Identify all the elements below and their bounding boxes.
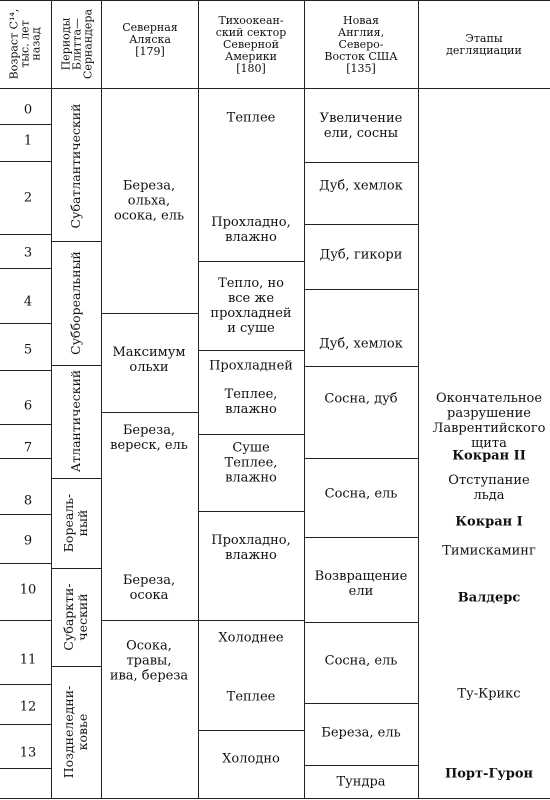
alaska-cell: Береза, вереск, ель <box>110 423 188 453</box>
period-boreal: Бореаль- ный <box>61 493 90 553</box>
newengland-cell: Увеличение ели, сосны <box>319 111 403 141</box>
pacific-cell: Прохладней <box>209 358 293 374</box>
newengland-divider <box>304 765 418 766</box>
newengland-cell: Сосна, дуб <box>324 391 398 407</box>
alaska-cell: Максимум ольхи <box>112 345 186 375</box>
table-bottom-border <box>0 798 550 799</box>
newengland-divider <box>304 622 418 623</box>
period-divider <box>51 478 101 479</box>
alaska-divider <box>101 620 198 621</box>
age-tick-line <box>0 768 51 769</box>
age-tick-label: 10 <box>19 582 37 598</box>
period-subboreal: Суббореальный <box>68 251 83 355</box>
pacific-divider <box>198 620 304 621</box>
newengland-cell: Тундра <box>336 774 386 790</box>
pacific-divider <box>198 511 304 512</box>
age-tick-label: 13 <box>19 745 37 761</box>
period-late-glacial: Позднеледни- ковье <box>61 685 90 779</box>
age-tick-line <box>0 424 51 425</box>
header-age: Возраст C¹⁴, тыс. лет назад <box>7 8 43 80</box>
age-tick-label: 0 <box>23 102 33 118</box>
age-tick-line <box>0 268 51 269</box>
stage-port-huron: Порт-Гурон <box>444 766 534 782</box>
pacific-cell: Теплее <box>226 110 276 126</box>
period-divider <box>51 241 101 242</box>
pacific-cell: Прохладно, влажно <box>211 533 291 563</box>
age-tick-line <box>0 161 51 162</box>
newengland-cell: Возвращение ели <box>314 569 408 599</box>
age-tick-line <box>0 234 51 235</box>
pacific-cell: Холодно <box>222 751 280 767</box>
age-tick-label: 12 <box>19 699 37 715</box>
stage-valders: Валдерс <box>457 590 521 606</box>
age-tick-line <box>0 514 51 515</box>
column-divider-pacific <box>304 0 305 798</box>
newengland-divider <box>304 224 418 225</box>
age-tick-label: 3 <box>23 245 33 261</box>
age-tick-label: 7 <box>23 440 33 456</box>
period-divider <box>51 568 101 569</box>
header-bottom-rule <box>0 88 550 89</box>
age-tick-label: 4 <box>23 294 33 310</box>
age-tick-label: 2 <box>23 190 33 206</box>
alaska-cell: Береза, ольха, осока, ель <box>113 178 185 224</box>
pacific-cell: Суше Теплее, влажно <box>224 440 278 486</box>
alaska-divider <box>101 313 198 314</box>
header-new-england: Новая Англия, Северо- Восток США [135] <box>324 14 398 75</box>
column-divider-periods <box>101 0 102 798</box>
newengland-cell: Дуб, гикори <box>319 247 403 263</box>
age-tick-line <box>0 458 51 459</box>
age-tick-line <box>0 370 51 371</box>
stage-cochrane-2: Кокран II <box>452 448 526 464</box>
period-subarctic: Субаркти- ческий <box>61 583 90 651</box>
stage-final-destruction: Окончательное разрушение Лаврентийского щита <box>432 391 546 451</box>
newengland-divider <box>304 703 418 704</box>
table-top-border <box>0 0 550 1</box>
period-subatlantic: Субатлантический <box>68 103 83 229</box>
age-tick-label: 1 <box>23 133 33 149</box>
pacific-cell: Тепло, но все же прохладней и суше <box>210 276 292 336</box>
newengland-divider <box>304 537 418 538</box>
stage-cochrane-1: Кокран I <box>455 514 523 530</box>
pacific-divider <box>198 350 304 351</box>
period-divider <box>51 365 101 366</box>
pacific-divider <box>198 434 304 435</box>
newengland-cell: Сосна, ель <box>324 486 398 502</box>
period-divider <box>51 666 101 667</box>
column-divider-alaska <box>198 0 199 798</box>
newengland-cell: Береза, ель <box>321 725 401 741</box>
period-atlantic: Атлантический <box>68 369 83 473</box>
alaska-divider <box>101 412 198 413</box>
newengland-cell: Дуб, хемлок <box>319 178 403 194</box>
age-tick-line <box>0 724 51 725</box>
age-tick-line <box>0 620 51 621</box>
newengland-divider <box>304 162 418 163</box>
stage-timiskaming: Тимискаминг <box>442 543 536 559</box>
column-divider-newengland <box>418 0 419 798</box>
pacific-cell: Прохладно, влажно <box>211 215 291 245</box>
newengland-divider <box>304 289 418 290</box>
alaska-cell: Осока, травы, ива, береза <box>109 638 189 684</box>
column-divider-age <box>51 0 52 798</box>
age-tick-label: 9 <box>23 533 33 549</box>
pacific-divider <box>198 261 304 262</box>
stage-ice-retreat: Отступание льда <box>448 473 530 503</box>
age-tick-line <box>0 323 51 324</box>
age-tick-label: 5 <box>23 342 33 358</box>
pacific-cell: Теплее, влажно <box>224 387 278 417</box>
stage-two-creeks: Ту-Крикс <box>457 686 521 702</box>
pacific-cell: Холоднее <box>218 630 284 646</box>
age-tick-label: 8 <box>23 493 33 509</box>
age-tick-label: 6 <box>23 398 33 414</box>
newengland-divider <box>304 366 418 367</box>
newengland-divider <box>304 458 418 459</box>
pacific-divider <box>198 730 304 731</box>
newengland-cell: Дуб, хемлок <box>319 336 403 352</box>
header-north-alaska: Северная Аляска [179] <box>122 21 178 58</box>
header-pacific: Тихоокеан- ский сектор Северной Америки [180] <box>215 14 287 75</box>
age-tick-line <box>0 684 51 685</box>
alaska-cell: Береза, осока <box>122 573 176 603</box>
newengland-cell: Сосна, ель <box>324 653 398 669</box>
pacific-cell: Теплее <box>226 689 276 705</box>
header-stages: Этапы дегляциации <box>446 32 522 57</box>
age-tick-label: 11 <box>19 652 37 668</box>
header-periods: Периоды Блитта— Сернандера <box>59 8 95 80</box>
age-tick-line <box>0 563 51 564</box>
age-tick-line <box>0 124 51 125</box>
